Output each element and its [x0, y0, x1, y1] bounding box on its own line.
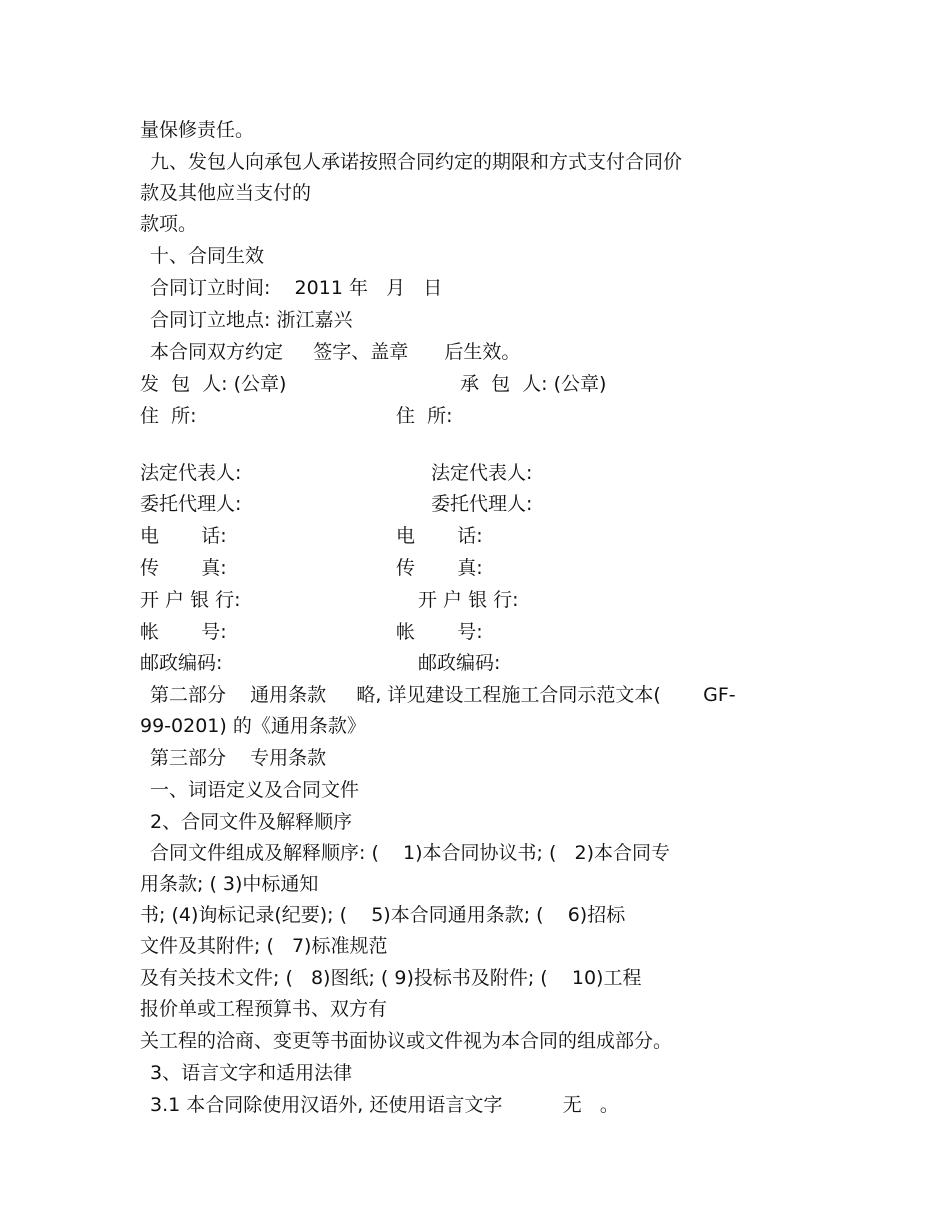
employer-legal-rep-label: 法定代表人:: [140, 462, 242, 484]
subsection-heading: 2、合同文件及解释顺序: [150, 811, 353, 833]
section-heading: 一、词语定义及合同文件: [150, 779, 360, 801]
contractor-agent-label: 委托代理人:: [431, 493, 533, 515]
text-line: 报价单或工程预算书、双方有: [140, 998, 388, 1020]
effect-line: 本合同双方约定 签字、盖章 后生效。: [150, 341, 521, 363]
contract-place-line: 合同订立地点: 浙江嘉兴: [150, 309, 353, 331]
text-line: 书; (4)询标记录(纪要); ( 5)本合同通用条款; ( 6)招标: [140, 904, 626, 926]
text-line: 文件及其附件; ( 7)标准规范: [140, 935, 388, 957]
employer-address-label: 住 所:: [140, 405, 197, 427]
contractor-legal-rep-label: 法定代表人:: [431, 462, 533, 484]
employer-bank-label: 开 户 银 行:: [140, 589, 241, 611]
subsection-heading: 3、语言文字和适用法律: [150, 1062, 353, 1084]
text-line: 99-0201) 的《通用条款》: [140, 715, 366, 737]
contractor-seal-label: 承 包 人: (公章): [460, 373, 607, 395]
employer-agent-label: 委托代理人:: [140, 493, 242, 515]
part-three-heading: 第三部分 专用条款: [150, 747, 327, 769]
contractor-bank-label: 开 户 银 行:: [418, 589, 519, 611]
employer-seal-label: 发 包 人: (公章): [140, 373, 287, 395]
text-line: 款项。: [140, 213, 198, 235]
contractor-phone-label: 电 话:: [396, 525, 483, 547]
employer-phone-label: 电 话:: [140, 525, 227, 547]
contractor-account-label: 帐 号:: [396, 621, 483, 643]
text-line: 款及其他应当支付的: [140, 182, 312, 204]
contractor-postcode-label: 邮政编码:: [418, 652, 501, 674]
employer-postcode-label: 邮政编码:: [140, 652, 223, 674]
contractor-address-label: 住 所:: [396, 405, 453, 427]
part-two-heading: 第二部分 通用条款 略, 详见建设工程施工合同示范文本( GF-: [150, 684, 736, 706]
text-line: 用条款; ( 3)中标通知: [140, 873, 319, 895]
text-line: 3.1 本合同除使用汉语外, 还使用语言文字 无 。: [150, 1094, 619, 1116]
employer-fax-label: 传 真:: [140, 557, 227, 579]
section-heading: 十、合同生效: [150, 245, 265, 267]
contract-date-line: 合同订立时间: 2011 年 月 日: [150, 277, 443, 299]
clause-nine-line: 九、发包人向承包人承诺按照合同约定的期限和方式支付合同价: [150, 151, 683, 173]
text-line: 合同文件组成及解释顺序: ( 1)本合同协议书; ( 2)本合同专: [150, 842, 670, 864]
employer-account-label: 帐 号:: [140, 621, 227, 643]
text-line: 及有关技术文件; ( 8)图纸; ( 9)投标书及附件; ( 10)工程: [140, 967, 642, 989]
contractor-fax-label: 传 真:: [396, 557, 483, 579]
text-line: 关工程的洽商、变更等书面协议或文件视为本合同的组成部分。: [140, 1030, 673, 1052]
text-line: 量保修责任。: [140, 119, 255, 141]
